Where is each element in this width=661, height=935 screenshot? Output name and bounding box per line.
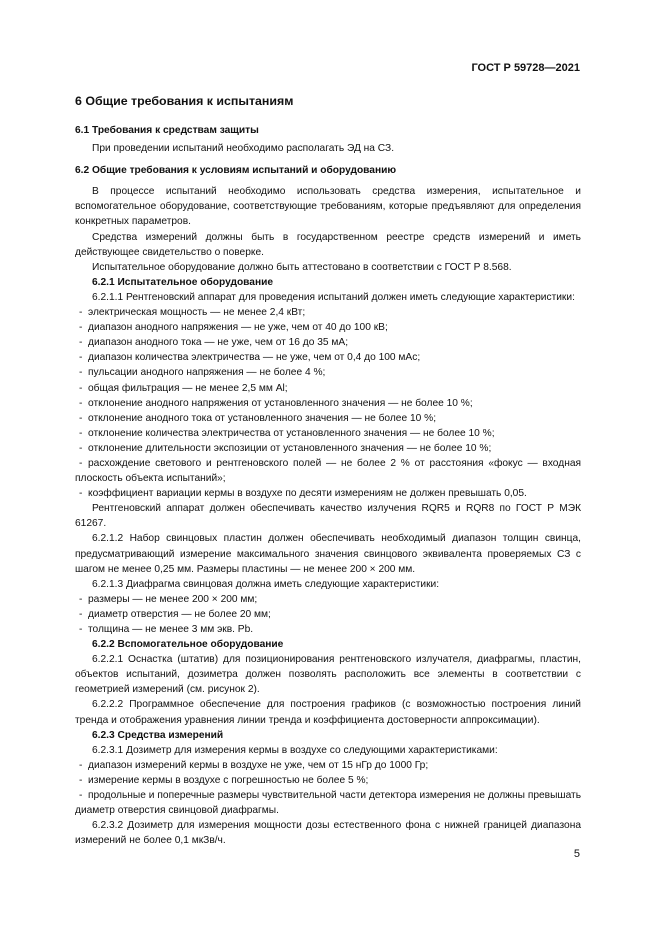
list-item [75,396,581,411]
list-item-text: толщина — не менее 3 мм экв. Pb. [88,624,254,635]
list-item-text: диаметр отверстия — не более 20 мм; [88,608,271,620]
list-item-text: общая фильтрация — не менее 2,5 мм Al; [88,382,288,394]
list-item [75,320,581,335]
list-item [75,305,581,320]
paragraph: 6.2.3.2 Дозиметр для измерения мощности дозы естественного фона с нижней границей диапазона измерений не более 0,1 мкЗв/ч. [75,820,581,847]
paragraph: Средства измерений должны быть в государственном реестре средств измерений и иметь действующее свидетельство о поверке. [75,231,581,258]
list-marker: - [79,382,83,394]
subsection-heading-6-2: 6.2 Общие требования к условиям испытаний и оборудованию [75,165,397,177]
list-item [75,486,581,501]
list-marker: - [79,367,83,379]
list-marker: - [79,352,83,364]
list-marker: - [79,759,83,771]
list-marker: - [79,322,83,334]
list-item-text: расхождение светового и рентгеновского полей — не более 2 % от расстояния «фокус — входная плоскость объекта испытаний»; [75,457,581,485]
list-item [75,607,581,622]
document-code-header: ГОСТ Р 59728—2021 [471,62,580,74]
paragraph: 6.2.1.3 Диафрагма свинцовая должна иметь следующие характеристики: [92,578,440,590]
list-item-text: отклонение длительности экспозиции от установленного значения — не более 10 %; [88,442,492,454]
list-item-text: пульсации анодного напряжения — не более 4 %; [88,367,326,379]
list-marker: - [79,488,83,500]
list-marker: - [79,790,83,802]
paragraph: 6.2.2.1 Оснастка (штатив) для позиционирования рентгеновского излучателя, диафрагмы, пластин, объектов испытаний, дозиметра должен позволять расположить все элементы в соответствии с геометрией измерений (см. рисунок 2). [75,654,581,696]
paragraph: 6.2.1.2 Набор свинцовых пластин должен обеспечивать необходимый диапазон толщин свинца, предусматривающий измерение максимального значения свинцового эквивалента проверяемых СЗ с шагом не менее 0,25 мм. Размеры пластины — не менее 200 × 200 мм. [75,533,581,575]
list-item [75,592,581,607]
list-marker: - [79,593,83,605]
paragraph: В процессе испытаний необходимо использовать средства измерения, испытательное и вспомогательное оборудование, соответствующие требованиям, которые предъявляют для определения конкретных параметров. [75,186,581,228]
paragraph: 6.2.2.2 Программное обеспечение для построения графиков (с возможностью построения линий тренда и отображения уравнения линии тренда и коэффициента достоверности аппроксимации). [75,699,581,726]
list-item-text: диапазон анодного напряжения — не уже, чем от 40 до 100 кВ; [88,322,388,334]
paragraph: При проведении испытаний необходимо располагать ЭД на СЗ. [92,143,395,155]
list-item [75,622,581,637]
page-number: 5 [573,848,580,860]
section-heading: 6 Общие требования к испытаниям [75,94,294,108]
list-marker: - [79,442,83,454]
list-item [75,365,581,380]
clause-heading-6-2-2: 6.2.2 Вспомогательное оборудование [92,639,284,651]
clause-heading-6-2-3: 6.2.3 Средства измерений [92,729,224,741]
paragraph: Рентгеновский аппарат должен обеспечивать качество излучения RQR5 и RQR8 по ГОСТ Р МЭК 61267. [75,503,581,530]
list-item [75,788,581,818]
list-item [75,758,581,773]
paragraph: 6.2.3.1 Дозиметр для измерения кермы в воздухе со следующими характеристиками: [92,744,498,756]
diaphragm-list [75,592,581,637]
list-marker: - [79,608,83,620]
list-item-text: электрическая мощность — не менее 2,4 кВт; [88,307,306,319]
list-marker: - [79,457,83,469]
list-item [75,456,581,486]
list-marker: - [79,397,83,409]
list-item-text: измерение кермы в воздухе с погрешностью не более 5 %; [88,774,369,786]
list-item-text: коэффициент вариации кермы в воздухе по десяти измерениям не должен превышать 0,05. [88,488,527,500]
list-marker: - [79,774,83,786]
paragraph: Испытательное оборудование должно быть аттестовано в соответствии с ГОСТ Р 8.568. [92,261,512,273]
list-item-text: отклонение анодного тока от установленного значения — не более 10 %; [88,412,437,424]
list-marker: - [79,307,83,319]
list-item-text: диапазон анодного тока — не уже, чем от 16 до 35 мА; [88,337,349,349]
list-item [75,441,581,456]
list-item [75,350,581,365]
list-item-text: продольные и поперечные размеры чувствительной части детектора измерения не должны превышать диаметр отверстия свинцовой диафрагмы. [75,790,581,817]
list-item-text: диапазон измерений кермы в воздухе не уже, чем от 15 нГр до 1000 Гр; [88,759,429,771]
list-item-text: отклонение анодного напряжения от установленного значения — не более 10 %; [88,397,473,409]
document-body [75,93,581,848]
subsection-heading-6-1: 6.1 Требования к средствам защиты [75,125,259,136]
clause-heading-6-2-1: 6.2.1 Испытательное оборудование [92,276,274,288]
list-item [75,381,581,396]
list-item [75,426,581,441]
list-marker: - [79,624,83,635]
list-item-text: диапазон количества электричества — не уже, чем от 0,4 до 100 мАс; [88,352,421,364]
list-item [75,411,581,426]
paragraph: 6.2.1.1 Рентгеновский аппарат для проведения испытаний должен иметь следующие характеристики: [92,291,575,303]
list-item-text: размеры — не менее 200 × 200 мм; [88,593,258,605]
list-item [75,773,581,788]
list-marker: - [79,427,83,439]
list-item-text: отклонение количества электричества от установленного значения — не более 10 %; [88,427,495,439]
list-marker: - [79,412,83,424]
list-marker: - [79,337,83,349]
list-item [75,335,581,350]
dosimeter-list [75,758,581,818]
characteristics-list [75,305,581,501]
